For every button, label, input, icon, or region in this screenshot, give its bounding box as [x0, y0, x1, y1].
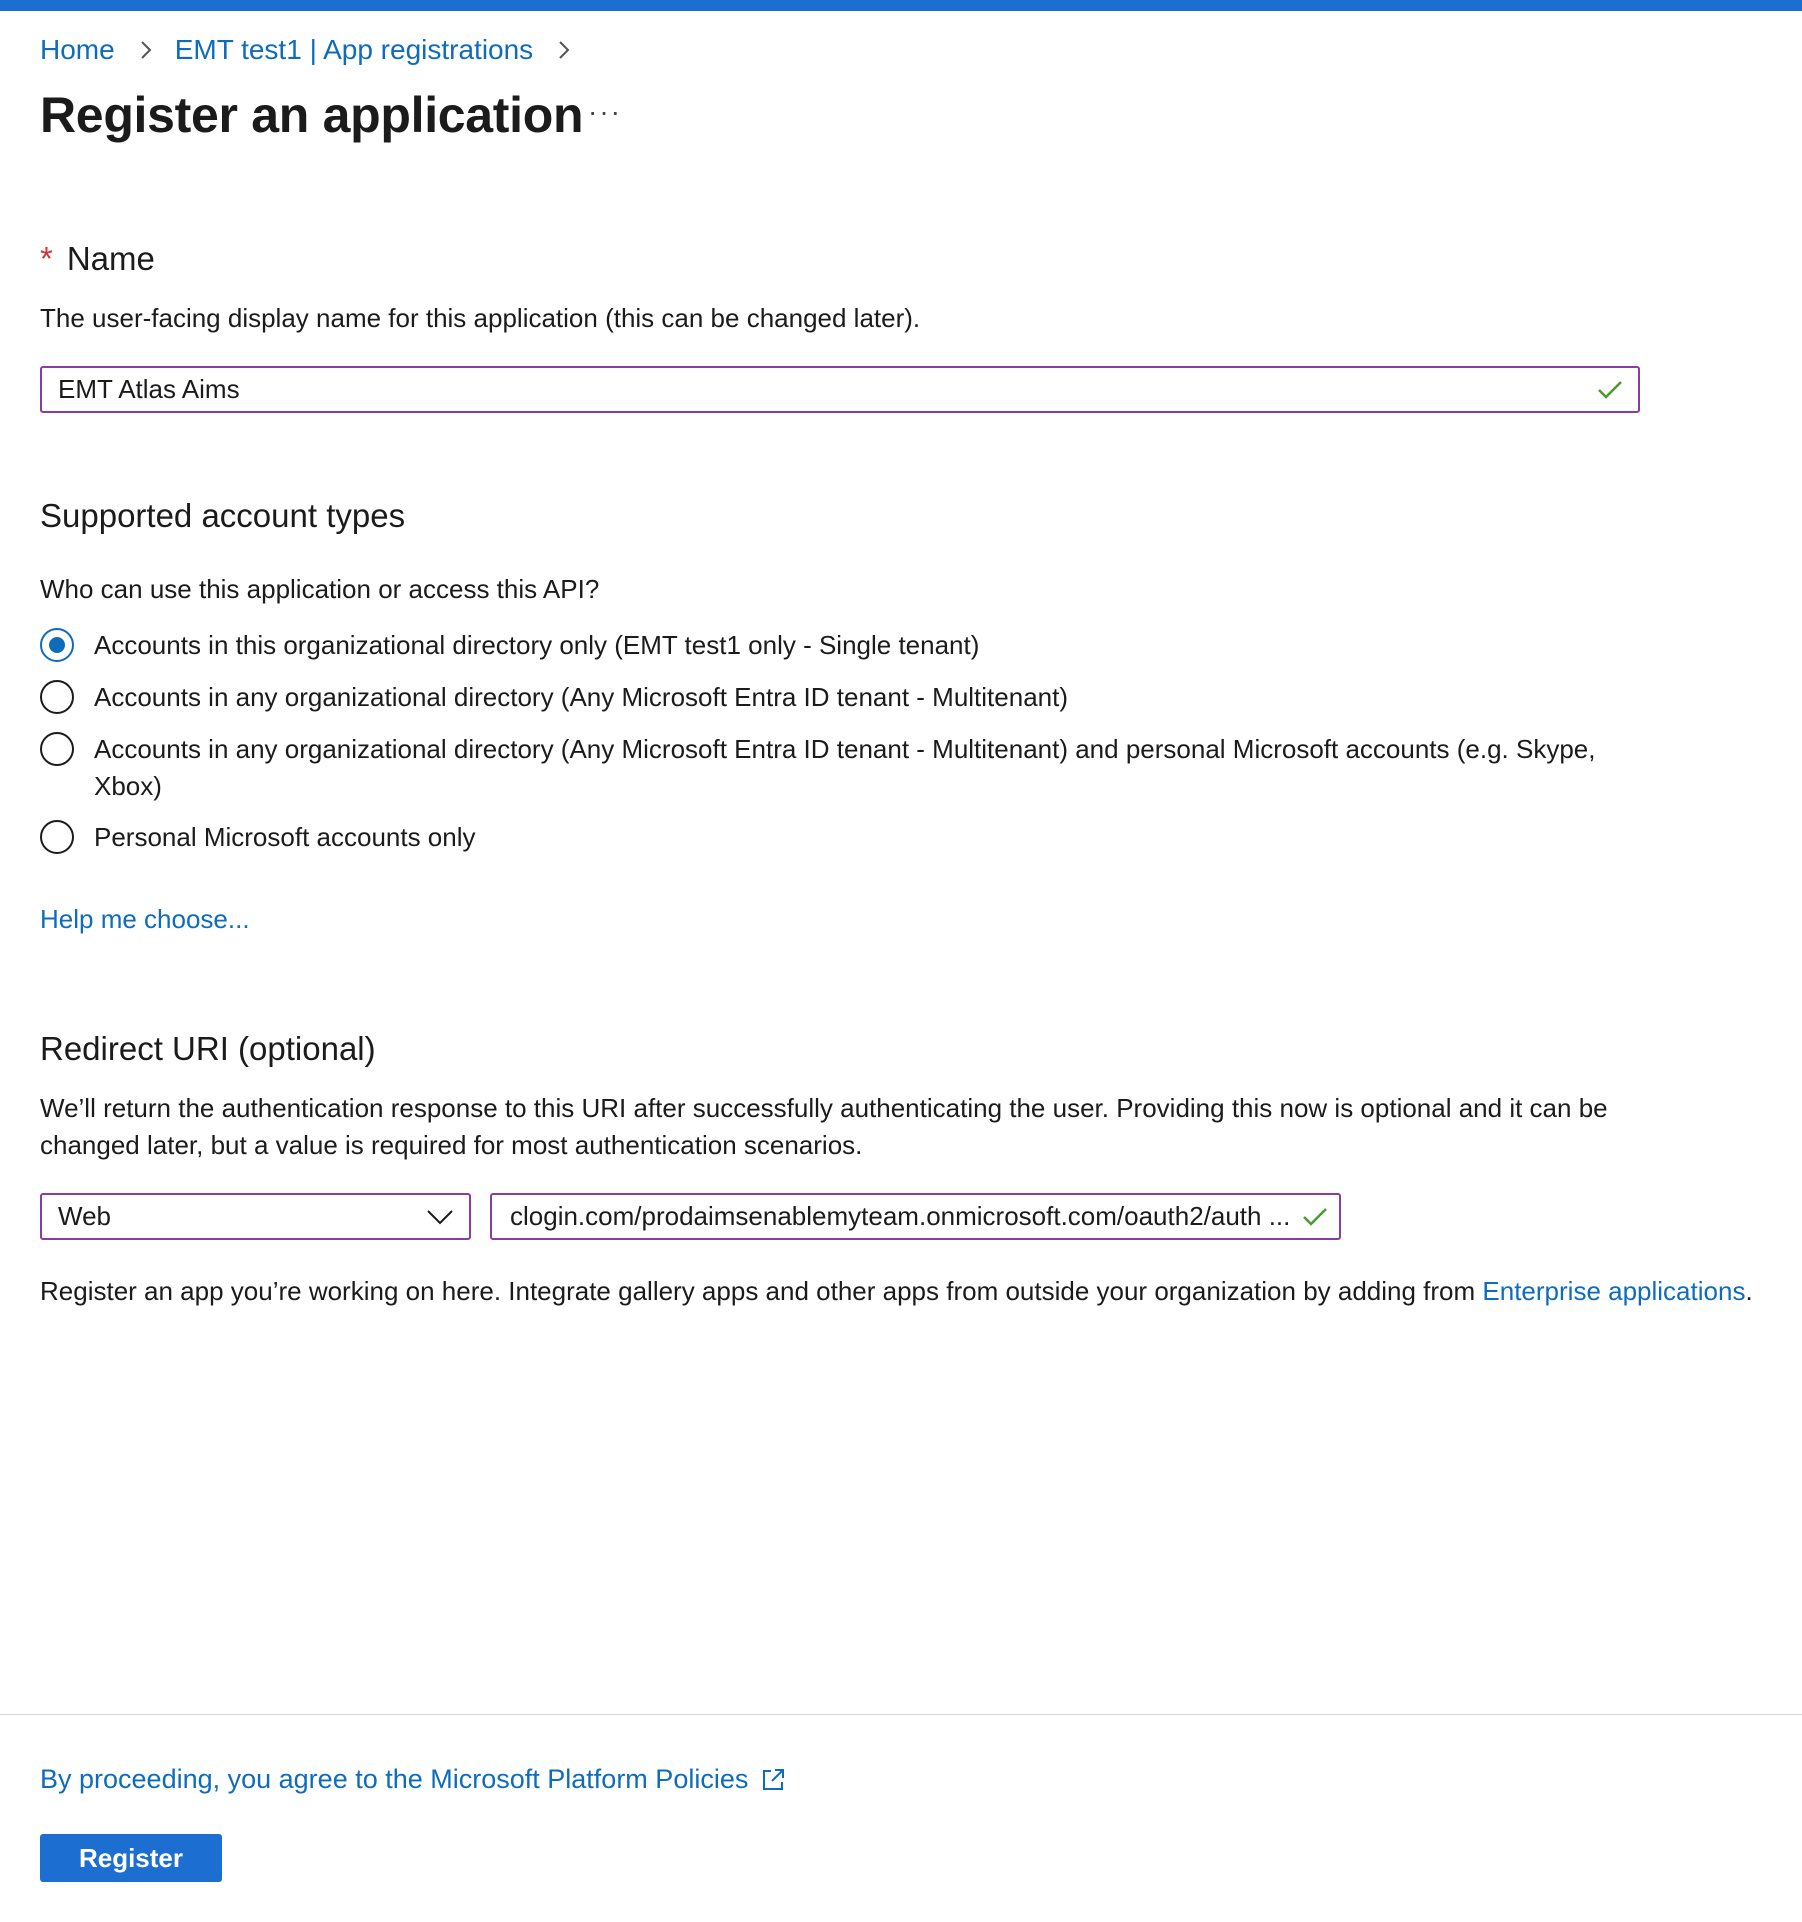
redirect-uri-description: We’ll return the authentication response to this URI after successfully authenticating the user. Providing this now is optional and it can be changed later, but a value is required for most authentication scenarios. [40, 1093, 1608, 1160]
more-options-icon[interactable]: ··· [588, 96, 622, 127]
account-type-label: Accounts in any organizational directory (Any Microsoft Entra ID tenant - Multitenant) and personal Microsoft accounts (e.g. Skype, Xbox) [94, 734, 1596, 801]
app-name-value: EMT Atlas Aims [58, 374, 240, 404]
register-note-text: Register an app you’re working on here. Integrate gallery apps and other apps from outside your organization by adding from [40, 1276, 1483, 1306]
redirect-uri-input[interactable] [490, 1193, 1341, 1240]
register-note [40, 1273, 1753, 1310]
chevron-right-icon [549, 35, 579, 65]
help-me-choose-container [40, 901, 250, 938]
platform-select[interactable] [40, 1193, 471, 1240]
platform-select-value: Web [58, 1201, 111, 1231]
app-name-input[interactable] [40, 366, 1640, 413]
help-me-choose-link[interactable]: Help me choose... [40, 904, 250, 934]
register-button[interactable]: Register [40, 1834, 222, 1882]
account-type-option-personal-only[interactable] [40, 819, 1640, 856]
register-note-period: . [1745, 1276, 1753, 1306]
account-types-title: Supported account types [40, 497, 406, 534]
account-type-label: Personal Microsoft accounts only [94, 822, 476, 852]
valid-check-icon [1301, 1205, 1329, 1229]
external-link-icon[interactable] [758, 1765, 788, 1795]
account-type-label: Accounts in any organizational directory (Any Microsoft Entra ID tenant - Multitenant) [94, 682, 1068, 712]
page-title: Register an application [40, 87, 584, 143]
account-type-option-multitenant-personal[interactable] [40, 731, 1640, 805]
breadcrumb-app-registrations-link[interactable]: EMT test1 | App registrations [174, 34, 534, 65]
breadcrumb [40, 30, 593, 70]
chevron-right-icon [131, 35, 161, 65]
account-type-option-single-tenant[interactable] [40, 627, 1640, 664]
redirect-uri-value: clogin.com/prodaimsenablemyteam.onmicrosoft.com/oauth2/auth ... [510, 1201, 1291, 1231]
radio-button-selected[interactable] [40, 628, 74, 662]
breadcrumb-home-link[interactable]: Home [40, 34, 115, 65]
footer-divider [0, 1714, 1802, 1715]
account-types-question: Who can use this application or access this API? [40, 574, 600, 604]
chevron-down-icon [425, 1207, 455, 1227]
radio-button[interactable] [40, 820, 74, 854]
platform-policies-link[interactable]: By proceeding, you agree to the Microsoft Platform Policies [40, 1764, 749, 1794]
valid-check-icon [1596, 378, 1624, 402]
redirect-uri-title: Redirect URI (optional) [40, 1030, 376, 1067]
required-marker: * [40, 240, 53, 277]
enterprise-applications-link[interactable]: Enterprise applications [1482, 1276, 1746, 1306]
radio-button[interactable] [40, 732, 74, 766]
name-label: Name [66, 240, 155, 277]
account-type-label: Accounts in this organizational directory only (EMT test1 only - Single tenant) [94, 630, 980, 660]
name-description: The user-facing display name for this application (this can be changed later). [40, 303, 921, 333]
policy-link-container [40, 1761, 788, 1798]
name-section-title [40, 240, 155, 278]
account-type-option-multitenant[interactable] [40, 679, 1640, 716]
top-accent-bar [0, 0, 1802, 11]
radio-button[interactable] [40, 680, 74, 714]
